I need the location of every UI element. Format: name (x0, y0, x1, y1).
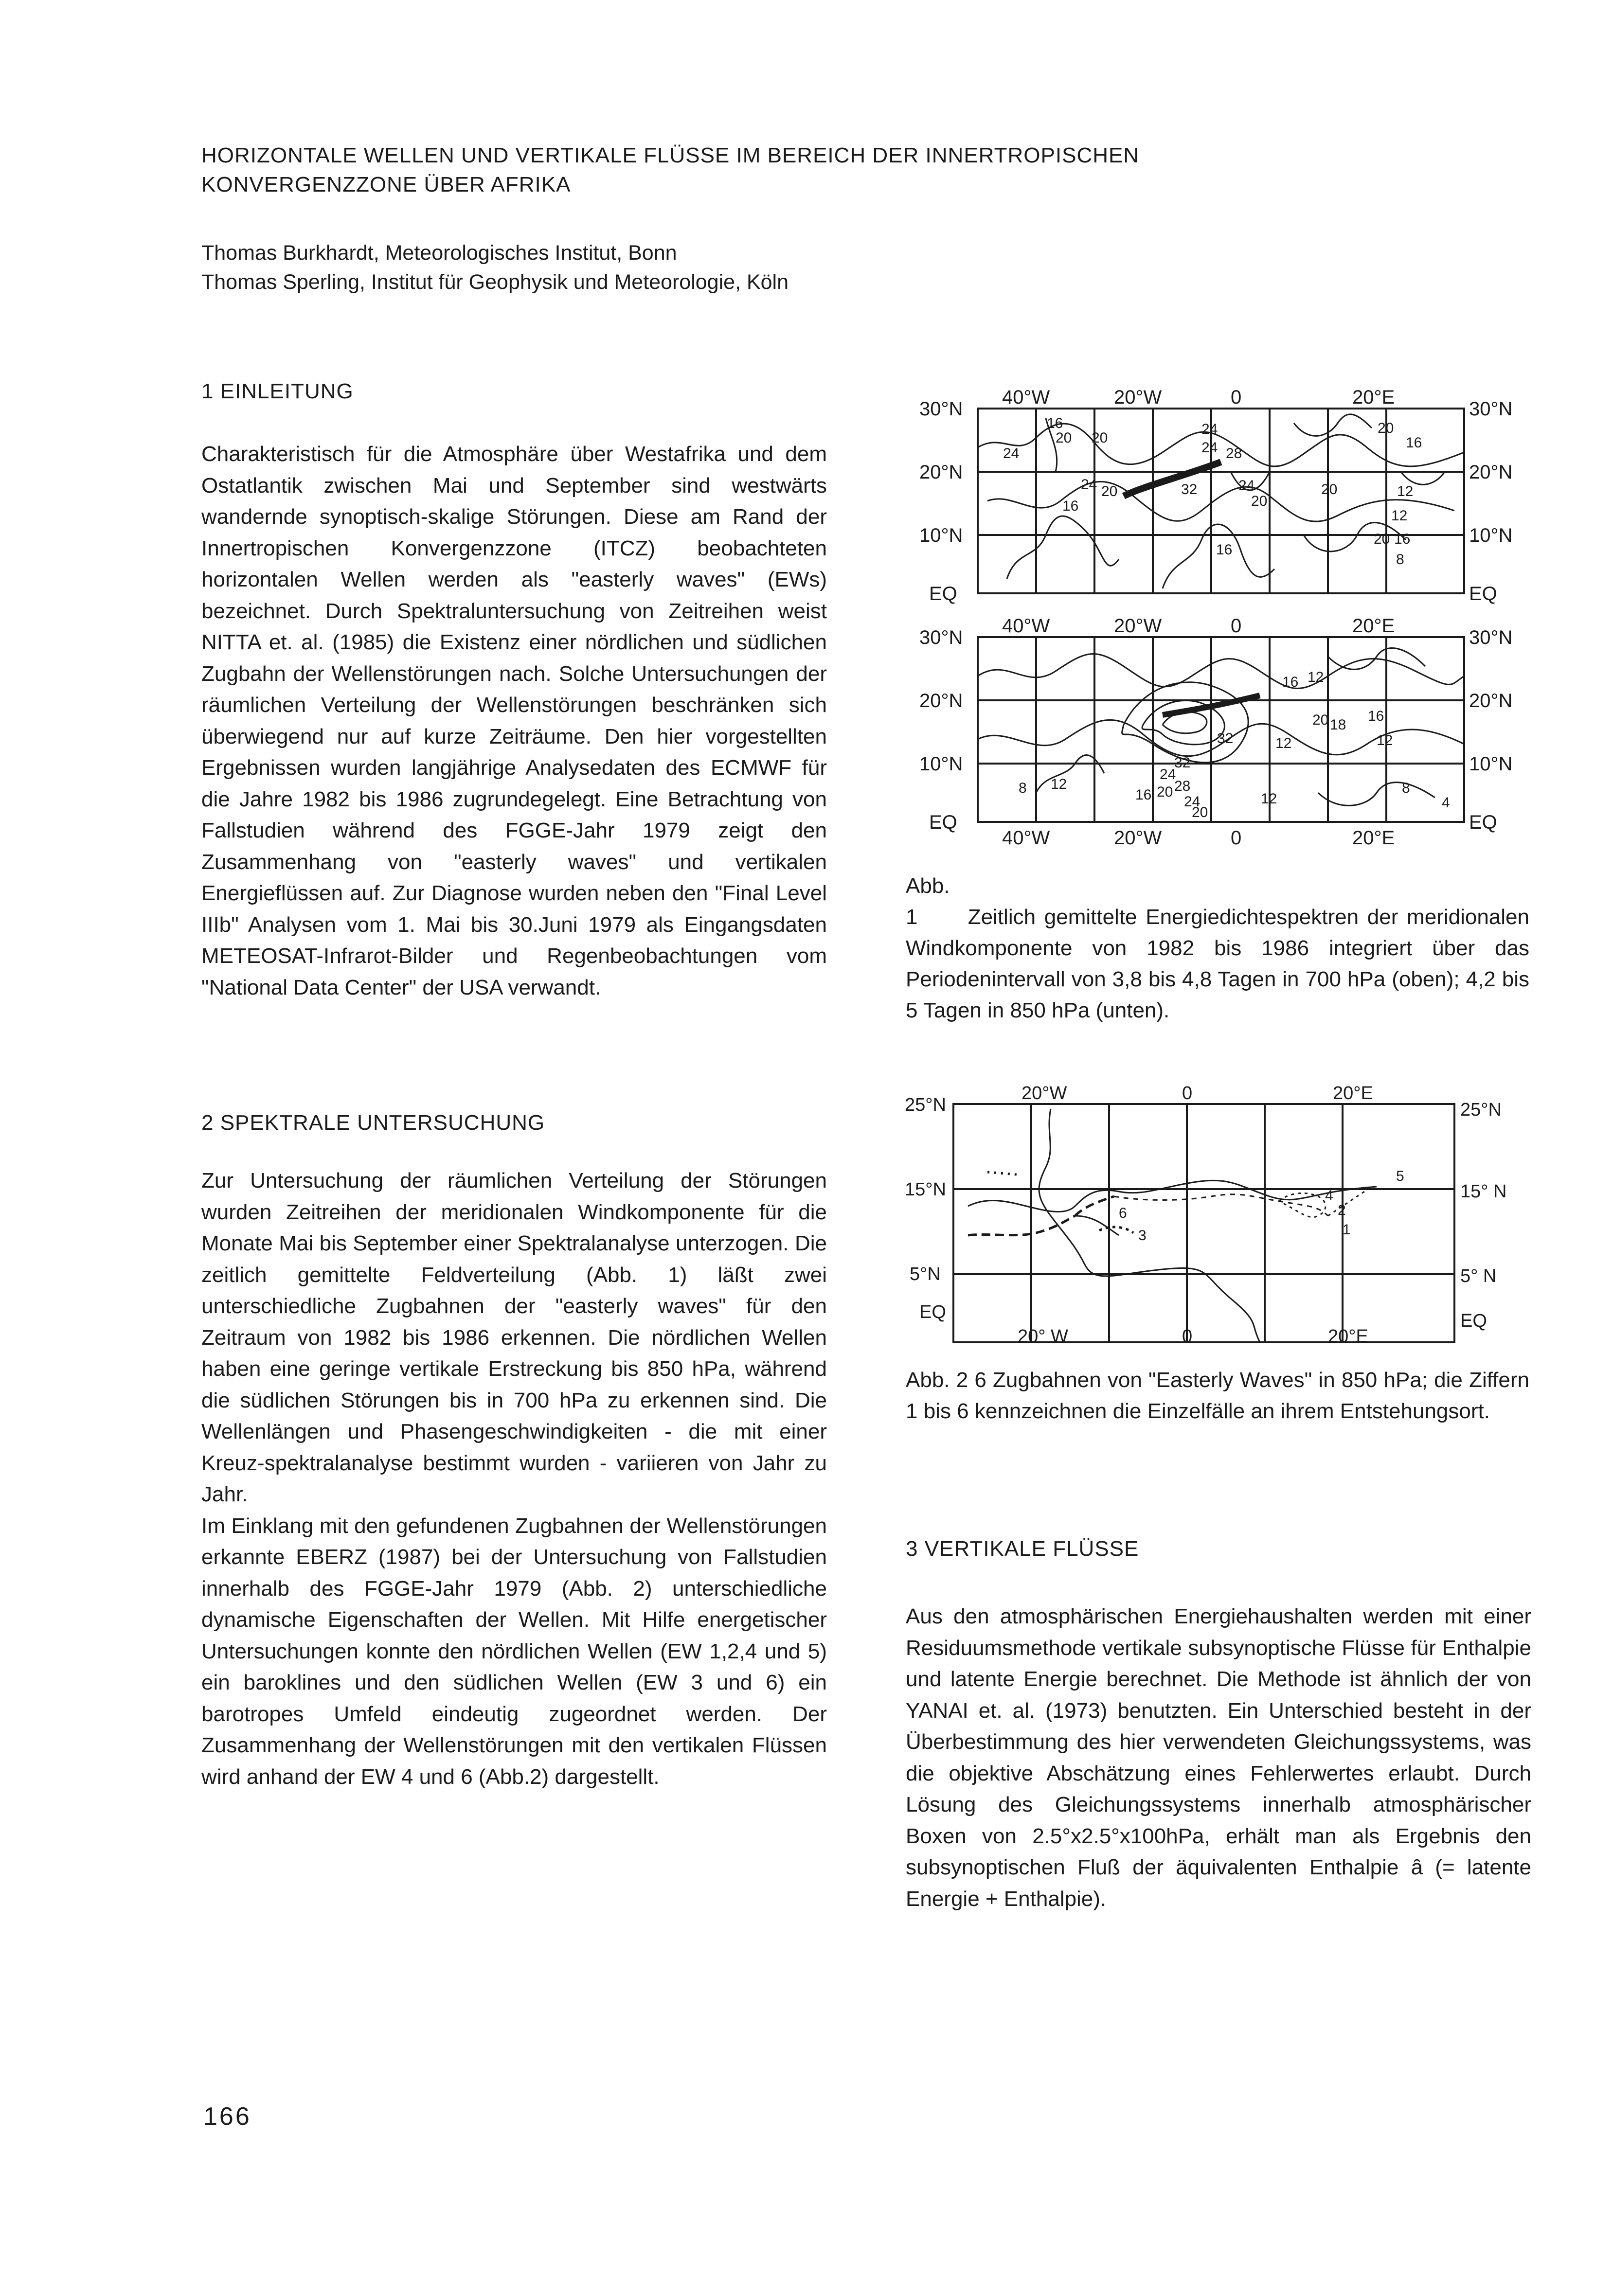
author-list (201, 238, 1077, 297)
fig1-lower-frame (978, 637, 1464, 822)
fig1-upper-label-7: 28 (1226, 445, 1242, 462)
fig1-lower-label-6: 32 (1217, 730, 1234, 747)
fig1-top-lon-1: 40°W (1002, 387, 1050, 408)
fig2-lat-right-3: 5° N (1460, 1266, 1497, 1286)
fig2-bottom-lon-2: 0 (1182, 1326, 1193, 1347)
fig1-lower-label-15: 16 (1135, 787, 1152, 803)
section-2-paragraph-1: Zur Untersuchung der räumlichen Verteilung der Störungen wurden Zeitreihen der meridionalen Windkomponente für die Monate Mai bis September einer Spektralanalyse unterzogen. Die zeitlich gemittelte Feldverteilung (Abb. 1) läßt zwei unterschiedliche Zugbahnen der "easterly waves" für den Zeitraum von 1982 bis 1986 erkennen. Die nördlichen Wellen haben eine geringe vertikale Erstreckung bis 850 hPa, während die südlichen Störungen bis in 700 hPa zu erkennen sind. Die Wellenlängen und Phasengeschwindigkeiten - die mit einer Kreuz-spektralanalyse bestimmt wurden - variieren von Jahr zu Jahr. (201, 1169, 827, 1506)
fig1-lower-label-13: 28 (1174, 778, 1191, 794)
fig2-lat-right-2: 15° N (1460, 1181, 1507, 1202)
fig1-upper-label-21: 12 (1391, 508, 1408, 524)
fig1-upper-label-8: 20 (1378, 420, 1394, 436)
fig2-track-4: 4 (1325, 1188, 1333, 1204)
fig1-lower-lat-right-3: 10°N (1469, 753, 1513, 775)
figure-2 (890, 1070, 1542, 1352)
fig1-upper-label-15: 20 (1321, 481, 1338, 498)
author-1: Thomas Burkhardt, Meteorologisches Institut, Bonn (201, 241, 677, 265)
figure-1 (890, 374, 1542, 866)
fig1-lower-label-18: 20 (1192, 804, 1208, 820)
section-1-paragraph: Charakteristisch für die Atmosphäre über Westafrika und dem Ostatlantik zwischen Mai und September sind westwärts wandernde synoptisch-skalige Störungen. Diese am Rand der Innertropischen Konvergenzzone (ITCZ) beobachteten horizontalen Wellen werden als "easterly waves" (EWs) bezeichnet. Durch Spektraluntersuchung von Zeitreihen weist NITTA et. al. (1985) die Existenz einer nördlichen und südlichen Zugbahn der Wellenstörungen nach. Solche Untersuchungen der räumlichen Verteilung der Wellenstörungen beschränken sich überwiegend nur auf kurze Zeiträume. Den hier vorgestellten Ergebnissen wurden langjährige Analysedaten des ECMWF für die Jahre 1982 bis 1986 zugrundegelegt. Eine Betrachtung von Fallstudien während des FGGE-Jahr 1979 zeigt den Zusammenhang von "easterly waves" und vertikalen Energieflüssen auf. Zur Diagnose wurden neben den "Final Level IIIb" Analysen vom 1. Mai bis 30.Juni 1979 als Eingangsdaten METEOSAT-Infrarot-Bilder und Regenbeobachtungen vom "National Data Center" der USA verwandt. (201, 442, 827, 999)
fig1-upper-label-12: 32 (1181, 481, 1198, 498)
author-2: Thomas Sperling, Institut für Geophysik und Meteorologie, Köln (201, 270, 789, 294)
fig1-lower-label-1: 16 (1282, 674, 1299, 690)
fig2-track-1: 1 (1343, 1222, 1351, 1238)
fig1-lower-label-19: 12 (1261, 791, 1277, 807)
fig2-track-5: 5 (1396, 1168, 1404, 1184)
figure-1-caption-lead: Abb. 1 (906, 874, 950, 929)
fig1-lower-label-10: 8 (1402, 780, 1410, 796)
fig2-lat-left-4: EQ (919, 1302, 946, 1322)
fig1-lower-label-7: 12 (1275, 735, 1292, 751)
fig1-upper-label-18: 20 (1374, 531, 1390, 547)
fig1-top-lon-3: 0 (1231, 387, 1242, 408)
fig2-top-lon-1: 20°W (1022, 1083, 1067, 1104)
fig1-bottom-lon-4: 20°E (1352, 827, 1395, 849)
fig1-upper-label-16: 12 (1397, 483, 1414, 499)
fig1-lower-label-8: 12 (1377, 732, 1393, 748)
fig1-lower-label-5: 16 (1368, 708, 1384, 724)
fig2-bottom-lon-1: 20° W (1018, 1326, 1068, 1347)
fig2-frame (953, 1104, 1454, 1342)
fig2-lat-right-1: 25°N (1460, 1100, 1502, 1120)
fig2-track-3: 3 (1138, 1228, 1147, 1244)
figure-1-caption-text: Zeitlich gemittelte Energiedichtespektren der meridionalen Windkomponente von 1982 bis 1986 integriert über das Periodenintervall von 3,8 bis 4,8 Tagen in 700 hPa (oben); 4,2 bis 5 Tagen in 850 hPa (unten). (906, 905, 1529, 1022)
fig1-lower-lat-right-1: 30°N (1469, 627, 1513, 648)
paper-title: HORIZONTALE WELLEN UND VERTIKALE FLÜSSE IM BEREICH DER INNERTROPISCHEN KONVERGENZZONE ÜBER AFRIKA (201, 143, 1140, 196)
section-3-body (906, 1601, 1531, 1915)
fig2-top-lon-2: 0 (1182, 1083, 1193, 1104)
fig2-tracks (968, 1109, 1377, 1342)
fig1-upper-lat-left-4: EQ (929, 583, 957, 605)
section-1-heading: 1 EINLEITUNG (201, 379, 354, 403)
fig1-upper-label-17: 16 (1062, 498, 1079, 514)
fig1-upper-lat-left-1: 30°N (919, 398, 963, 420)
fig1-upper-label-10: 20 (1101, 483, 1118, 499)
fig1-upper-lat-left-2: 20°N (919, 462, 963, 483)
section-3-paragraph: Aus den atmosphärischen Energiehaushalten werden mit einer Residuumsmethode vertikale subsynoptische Flüsse für Enthalpie und latente Energie berechnet. Die Methode ist ähnlich der von YANAI et. al. (1973) benutzten. Ein Unterschied besteht in der Überbestimmung des hier verwendeten Gleichungssystems, was die objektive Abschätzung eines Fehlerwertes erlaubt. Durch Lösung des Gleichungssystems innerhalb atmosphärischer Boxen von 2.5°x2.5°x100hPa, erhält man als Ergebnis den subsynoptischen Fluß der äquivalenten Enthalpie ȃ (= latente Energie + Enthalpie). (906, 1604, 1531, 1911)
fig1-upper-lat-right-1: 30°N (1469, 398, 1513, 420)
fig1-lower-label-14: 32 (1174, 755, 1191, 771)
page-number: 166 (203, 2102, 251, 2131)
fig1-upper-label-11: 24 (1081, 477, 1097, 493)
fig1-mid-lon-2: 20°W (1114, 615, 1162, 637)
fig2-bottom-lon-3: 20°E (1328, 1326, 1368, 1347)
fig2-track-6: 6 (1119, 1205, 1127, 1221)
fig1-upper-label-6: 24 (1201, 440, 1218, 456)
figure-2-caption: Abb. 2 6 Zugbahnen von "Easterly Waves" in 850 hPa; die Ziffern 1 bis 6 kennzeichnen die Einzelfälle an ihrem Entstehungsort. (906, 1368, 1529, 1423)
fig1-top-lon-2: 20°W (1114, 387, 1162, 408)
fig1-lower-label-11: 12 (1051, 776, 1067, 792)
section-2-body (201, 1165, 827, 1793)
fig1-lower-lat-left-3: 10°N (919, 753, 963, 775)
fig1-lower-lat-left-1: 30°N (919, 627, 963, 648)
fig1-mid-lon-3: 0 (1231, 615, 1242, 637)
fig1-lower-lat-right-2: 20°N (1469, 690, 1513, 712)
fig1-upper-lat-left-3: 10°N (919, 525, 963, 546)
fig2-top-lon-3: 20°E (1333, 1083, 1373, 1104)
fig1-lower-label-12: 24 (1160, 766, 1176, 783)
fig1-upper-contours (978, 414, 1464, 588)
fig1-upper-lat-right-3: 10°N (1469, 525, 1513, 546)
fig1-lower-lat-right-4: EQ (1469, 812, 1497, 833)
figure-1-caption (906, 871, 1529, 1026)
fig1-top-lon-4: 20°E (1352, 387, 1395, 408)
fig1-upper-label-2: 20 (1056, 430, 1072, 446)
fig1-upper-label-19: 16 (1394, 531, 1411, 547)
fig1-lower-label-9: 8 (1019, 780, 1027, 796)
fig2-lat-left-2: 15°N (905, 1179, 946, 1200)
fig1-mid-lon-4: 20°E (1352, 615, 1395, 637)
fig1-upper-label-4: 24 (1003, 445, 1020, 462)
section-3-heading: 3 VERTIKALE FLÜSSE (906, 1537, 1139, 1561)
fig1-lower-label-2: 12 (1308, 669, 1324, 685)
fig1-bottom-lon-2: 20°W (1114, 827, 1162, 849)
fig1-upper-label-3: 20 (1092, 430, 1108, 446)
fig1-bottom-lon-3: 0 (1231, 827, 1242, 849)
fig1-upper-label-5: 24 (1201, 421, 1218, 437)
fig2-track-2: 2 (1338, 1202, 1346, 1218)
fig1-upper-label-20: 16 (1216, 542, 1233, 558)
fig1-lower-label-16: 20 (1157, 784, 1173, 800)
fig1-lower-label-3: 20 (1312, 712, 1329, 728)
fig1-lower-label-4: 18 (1330, 717, 1346, 733)
section-1-body (201, 439, 827, 1003)
fig1-bottom-lon-1: 40°W (1002, 827, 1050, 849)
section-2-paragraph-2: Im Einklang mit den gefundenen Zugbahnen der Wellenstörungen erkannte EBERZ (1987) bei der Untersuchung von Fallstudien innerhalb des FGGE-Jahr 1979 (Abb. 2) unterschiedliche dynamische Eigenschaften der Wellen. Mit Hilfe energetischer Untersuchungen konnte den nördlichen Wellen (EW 1,2,4 und 5) ein baroklines und den südlichen Wellen (EW 3 und 6) ein barotropes Umfeld eindeutig zugeordnet werden. Der Zusammenhang der Wellenstörungen mit den vertikalen Flüssen wird anhand der EW 4 und 6 (Abb.2) dargestellt. (201, 1513, 827, 1789)
fig1-upper-lat-right-2: 20°N (1469, 462, 1513, 483)
fig1-lower-lat-left-2: 20°N (919, 690, 963, 712)
fig1-mid-lon-1: 40°W (1002, 615, 1050, 637)
fig2-lat-left-3: 5°N (910, 1264, 941, 1284)
fig1-upper-label-1: 16 (1047, 415, 1063, 431)
fig1-upper-lat-right-4: EQ (1469, 583, 1497, 605)
fig1-upper-label-14: 20 (1251, 493, 1268, 509)
section-2-heading: 2 SPEKTRALE UNTERSUCHUNG (201, 1111, 545, 1135)
fig2-lat-left-1: 25°N (905, 1095, 946, 1115)
fig1-lower-lat-left-4: EQ (929, 812, 957, 833)
fig1-upper-label-13: 24 (1238, 478, 1255, 494)
fig1-upper-label-22: 8 (1396, 552, 1404, 568)
fig1-lower-label-17: 24 (1184, 794, 1201, 810)
fig2-lat-right-4: EQ (1460, 1311, 1487, 1331)
fig1-upper-label-9: 16 (1406, 435, 1422, 451)
fig1-lower-label-20: 4 (1442, 795, 1450, 811)
